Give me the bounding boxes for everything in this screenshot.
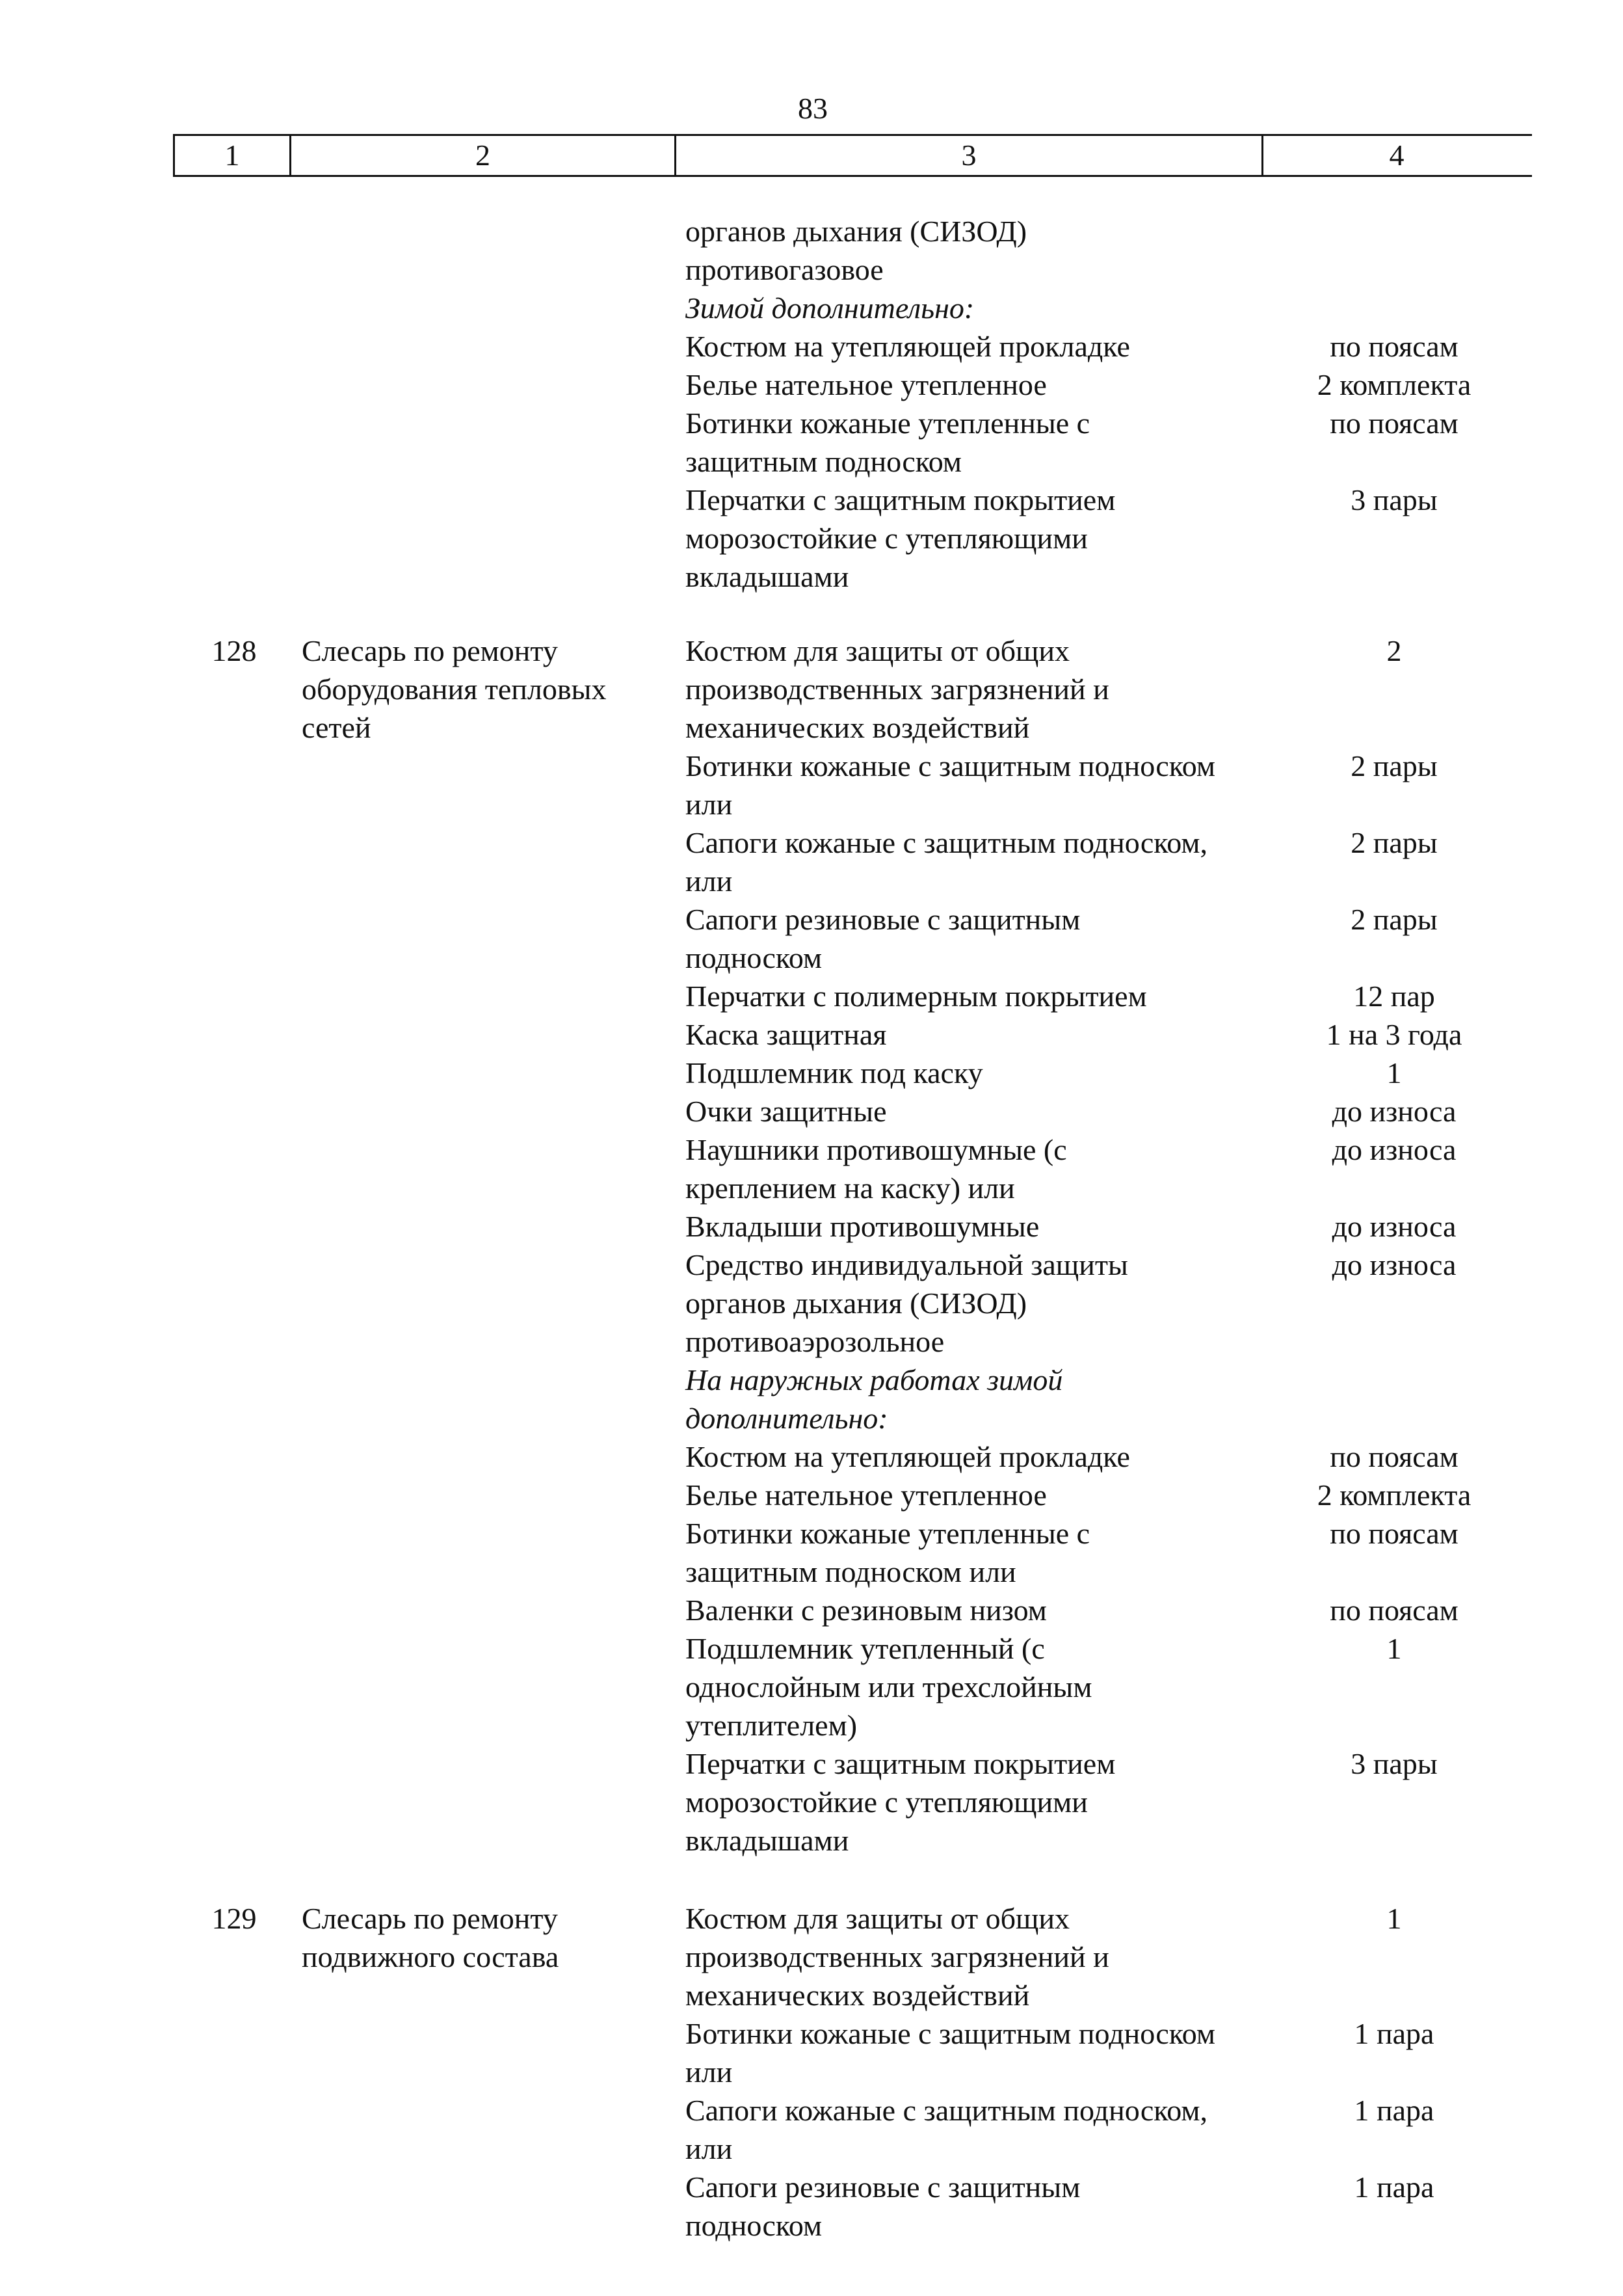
item-text: Ботинки кожаные с защитным подноском или	[685, 749, 1216, 821]
list-item	[685, 1476, 1471, 1514]
list-item	[685, 977, 1435, 1015]
item-qty: 1	[1386, 1056, 1402, 1089]
item-qty: 2 пары	[1351, 826, 1438, 859]
list-item	[685, 250, 1206, 289]
list-item	[685, 289, 1206, 327]
items-list	[685, 1899, 1434, 2245]
profession-name: Слесарь по ремонту подвижного состава	[302, 1902, 559, 1973]
header-col-4: 4	[1389, 139, 1405, 172]
item-text: Белье нательное утепленное	[685, 368, 1047, 401]
item-qty: по поясам	[1330, 330, 1458, 363]
item-qty: 1	[1386, 1632, 1402, 1665]
item-text: Костюм на утепляющей прокладке	[685, 330, 1130, 363]
list-item	[685, 212, 1206, 250]
list-item	[685, 1207, 1457, 1246]
item-text: органов дыхания (СИЗОД)	[685, 215, 1027, 248]
item-qty: 1 пара	[1354, 2094, 1434, 2127]
item-text: Каска защитная	[685, 1018, 887, 1051]
list-item	[685, 327, 1458, 366]
list-item	[685, 366, 1471, 404]
table-header	[173, 134, 1532, 177]
item-text: Очки защитные	[685, 1095, 887, 1128]
item-text: Зимой дополнительно:	[685, 291, 975, 325]
item-qty: по поясам	[1330, 407, 1458, 440]
items-list	[685, 632, 1471, 1860]
item-qty: по поясам	[1330, 1517, 1458, 1550]
item-qty: 2 комплекта	[1317, 368, 1471, 401]
item-text: Сапоги резиновые с защитным подноском	[685, 2170, 1081, 2242]
list-item	[685, 1054, 1402, 1092]
item-text: На наружных работах зимой дополнительно:	[685, 1363, 1063, 1435]
item-text: Ботинки кожаные утепленные с защитным подноском	[685, 407, 1090, 478]
list-item	[685, 1015, 1462, 1054]
item-qty: 2 пары	[1351, 903, 1438, 936]
header-col-3: 3	[961, 139, 977, 172]
list-item	[685, 747, 1438, 823]
item-qty: 3 пары	[1351, 1747, 1438, 1780]
header-col-2: 2	[475, 139, 490, 172]
row-number: 129	[211, 1902, 257, 1935]
item-qty: до износа	[1332, 1248, 1457, 1281]
continuation-block	[685, 212, 1471, 596]
item-text: Костюм для защиты от общих производственных загрязнений и механических воздействий	[685, 1902, 1109, 2012]
list-item	[685, 481, 1438, 596]
item-qty: 1 на 3 года	[1326, 1018, 1462, 1051]
item-text: Костюм на утепляющей прокладке	[685, 1440, 1130, 1473]
item-text: Перчатки с защитным покрытием морозостойкие с утепляющими вкладышами	[685, 1747, 1116, 1857]
list-item	[685, 823, 1438, 900]
header-col-1: 1	[224, 139, 240, 172]
list-item	[685, 1092, 1457, 1130]
item-text: противогазовое	[685, 253, 884, 286]
item-qty: по поясам	[1330, 1594, 1458, 1627]
item-qty: 3 пары	[1351, 483, 1438, 516]
item-text: Наушники противошумные (с креплением на каску) или	[685, 1133, 1067, 1205]
item-text: Средство индивидуальной защиты органов дыхания (СИЗОД) противоаэрозольное	[685, 1248, 1128, 1358]
list-item	[685, 900, 1438, 977]
item-qty: 1	[1386, 1902, 1402, 1935]
item-qty: до износа	[1332, 1095, 1457, 1128]
list-item	[685, 2014, 1434, 2091]
item-qty: 2 комплекта	[1317, 1478, 1471, 1512]
item-text: Подшлемник утепленный (с однослойным или трехслойным утеплителем)	[685, 1632, 1092, 1742]
list-item	[685, 2091, 1434, 2168]
row-number: 128	[211, 634, 257, 667]
list-item	[685, 1514, 1458, 1591]
item-qty: до износа	[1332, 1210, 1457, 1243]
item-qty: 1 пара	[1354, 2170, 1434, 2204]
list-item	[685, 1437, 1458, 1476]
item-qty: 1 пара	[1354, 2017, 1434, 2050]
item-text: Сапоги резиновые с защитным подноском	[685, 903, 1081, 974]
list-item	[685, 404, 1458, 481]
item-text: Перчатки с защитным покрытием морозостойкие с утепляющими вкладышами	[685, 483, 1116, 593]
item-text: Перчатки с полимерным покрытием	[685, 980, 1147, 1013]
list-item	[685, 1591, 1458, 1629]
list-item	[685, 1629, 1402, 1744]
item-text: Белье нательное утепленное	[685, 1478, 1047, 1512]
page-number: 83	[798, 92, 828, 125]
list-item	[685, 1361, 1219, 1437]
list-item	[685, 1130, 1457, 1207]
item-text: Вкладыши противошумные	[685, 1210, 1040, 1243]
list-item	[685, 2168, 1434, 2245]
profession-name: Слесарь по ремонту оборудования тепловых сетей	[302, 634, 607, 744]
item-qty: 2 пары	[1351, 749, 1438, 782]
list-item	[685, 1246, 1457, 1361]
list-item	[685, 1744, 1438, 1860]
item-qty: 12 пар	[1353, 980, 1435, 1013]
item-qty: 2	[1386, 634, 1402, 667]
item-text: Сапоги кожаные с защитным подноском, или	[685, 2094, 1208, 2165]
item-qty: до износа	[1332, 1133, 1457, 1166]
item-text: Костюм для защиты от общих производственных загрязнений и механических воздействий	[685, 634, 1109, 744]
item-text: Подшлемник под каску	[685, 1056, 983, 1089]
item-text: Сапоги кожаные с защитным подноском, или	[685, 826, 1208, 898]
item-text: Ботинки кожаные утепленные с защитным подноском или	[685, 1517, 1090, 1588]
list-item	[685, 632, 1402, 747]
item-text: Валенки с резиновым низом	[685, 1594, 1047, 1627]
item-text: Ботинки кожаные с защитным подноском или	[685, 2017, 1216, 2089]
item-qty: по поясам	[1330, 1440, 1458, 1473]
list-item	[685, 1899, 1402, 2014]
